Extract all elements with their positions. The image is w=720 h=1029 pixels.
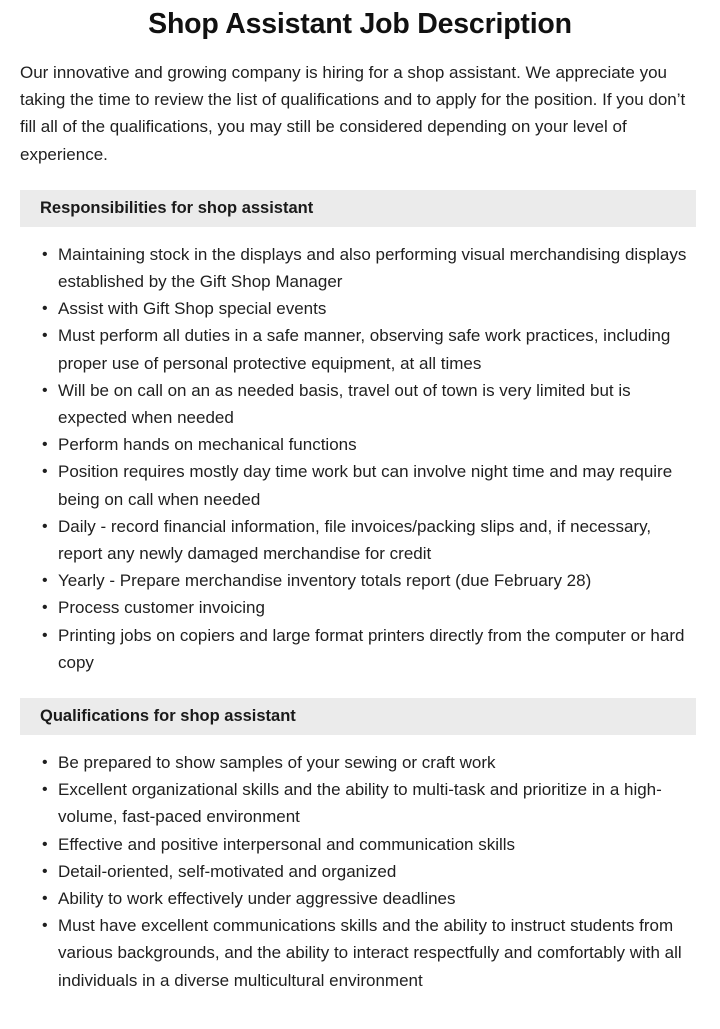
spacer	[0, 227, 720, 241]
section-header-qualifications	[20, 698, 696, 735]
section-header-responsibilities	[20, 190, 696, 227]
list-item: • Will be on call on an as needed basis, travel out of town is very limited but is expected when needed	[0, 377, 720, 431]
section-heading-text: Qualifications for shop assistant	[40, 707, 296, 726]
list-item: • Process customer invoicing	[0, 594, 720, 621]
page-title: Shop Assistant Job Description	[148, 8, 572, 40]
list-item: • Maintaining stock in the displays and also performing visual merchandising displays established by the Gift Shop Manager	[0, 241, 720, 295]
spacer	[0, 735, 720, 749]
list-item: • Yearly - Prepare merchandise inventory totals report (due February 28)	[0, 567, 720, 594]
section-responsibilities	[0, 190, 720, 676]
list-item: • Ability to work effectively under aggressive deadlines	[0, 885, 720, 912]
list-item: • Detail-oriented, self-motivated and organized	[0, 858, 720, 885]
responsibilities-list	[0, 241, 720, 676]
list-item: • Excellent organizational skills and the ability to multi-task and prioritize in a high-volume, fast-paced environment	[0, 776, 720, 830]
section-heading-text: Responsibilities for shop assistant	[40, 199, 314, 218]
list-item: • Daily - record financial information, file invoices/packing slips and, if necessary, report any newly damaged merchandise for credit	[0, 513, 720, 567]
list-item: • Be prepared to show samples of your sewing or craft work	[0, 749, 720, 776]
list-item: • Must have excellent communications skills and the ability to instruct students from various backgrounds, and the ability to interact respectfully and comfortably with all individuals in a diverse multicultural environment	[0, 912, 720, 994]
intro-paragraph: Our innovative and growing company is hiring for a shop assistant. We appreciate you taking the time to review the list of qualifications and to apply for the position. If you don’t fill all of the qualifications, you may still be considered depending on your level of experience.	[20, 63, 686, 164]
list-item: • Perform hands on mechanical functions	[0, 431, 720, 458]
list-item: • Assist with Gift Shop special events	[0, 295, 720, 322]
list-item: • Printing jobs on copiers and large format printers directly from the computer or hard copy	[0, 622, 720, 676]
list-item: • Position requires mostly day time work but can involve night time and may require being on call when needed	[0, 458, 720, 512]
qualifications-list	[0, 749, 720, 994]
list-item: • Must perform all duties in a safe manner, observing safe work practices, including proper use of personal protective equipment, at all times	[0, 322, 720, 376]
section-qualifications	[0, 698, 720, 994]
list-item: • Effective and positive interpersonal and communication skills	[0, 831, 720, 858]
